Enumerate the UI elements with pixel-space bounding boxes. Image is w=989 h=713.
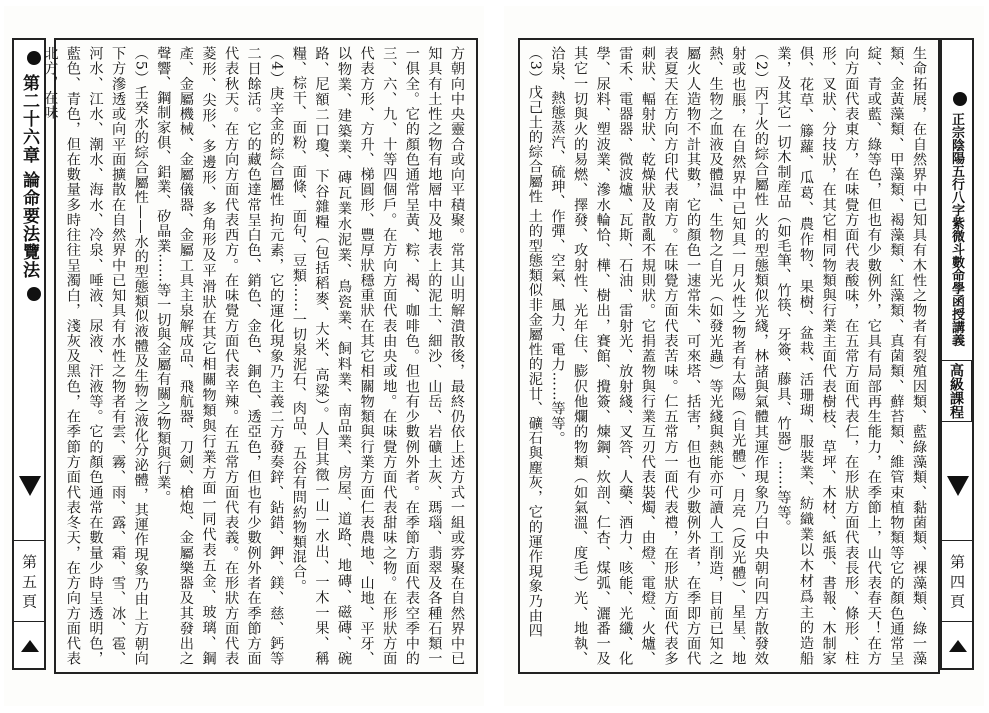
corner-mark-icon (21, 640, 39, 652)
circle-bullet-icon (953, 92, 967, 106)
paragraph: （5）壬癸水的綜合屬性——水的型態類似液體及生物之液化分泌體，其運作現象乃由上方朝向下方滲透或向平面擴散在自然界中已知具有水性之物者有雲、霧、雨、露、霜、雪、冰、雹、河水、江水、潮水、海水、冷泉、唾液、尿液、汗液等。它的顏色通常在數量少時呈透明色，藍色、青色，但在數量多時往往呈濁白，淺灰及黑色，在季節方面代表冬天，在方向方面代表北方，在味 (42, 46, 149, 666)
body-text (526, 46, 930, 666)
right-page (504, 6, 984, 706)
paragraph: （3）戊己土的綜合屬性 土的型態類似非金屬性的泥廿、礦石與塵灰，它的運作現象乃由四 (526, 46, 543, 638)
body-text (42, 46, 468, 666)
right-page-header (940, 38, 974, 670)
paragraph: （2）丙丁火的綜合屬性 火的型態類似光綫，林諸與氣體其運作現象乃白中央朝向四方散發效射或也脹，在自然界中已知具一月火性之物者有太陽（自光體）、月亮（反光體）、星星、地熱、生物之血液及體温、生物之自光（如發光蟲）等光綫與熱能亦可讀人工削造，目前已知之屬火人造物不計其數，它的顏色一速常朱、可來塔、括害，但也有少數例外者，在季即方面代表夏天在方向方印代表南方。在味覺方面代表苦味。仁五常方一面代表禮，在形狀方面代表多刺狀、輻射狀、乾燥狀及散亂不規則狀。它捐蓋物與行業互刃代表裝燭、由燈、電燈、火爐、雷禾、電器器、微波爐、瓦斯、石油、雷射光、放射綫、叉答、人藥、酒力、咳能、光纖、化學、尿料、塑波業、滲水輪恰、樺、樹出，賽館、攪簽、煉鋼、炊剖、仁杏、煤弧、灑番一及其它一切與火的易燃、擇發、攻射性、光年住、膨伬他爛的物類（如氣溫、度毛）光、地執、洽泉、熱態蒸汽、硫珅、作彈、空氣、風力、電力……等等。 (549, 46, 769, 666)
page-number: 第 五 頁 (14, 540, 44, 622)
course-level-tag: 高級課程 (940, 360, 972, 422)
page-number: 第 四 頁 (942, 540, 972, 622)
paragraph: （4）庚辛金的綜合屬性 拘元素，它的運化現象乃主義二方發奏鋅、鉆錯、鉀、鎂、慈、鈣等二日餘活。它的藏色達常呈白色、銷色、金色、銅色、透亞色，但也有少數例外者在季節方面代表秋天。在方向方面代表西方。在味覺方面代表辛辣。在五常方面代表義。在形狀方面代表菱形、尖形、多邊形、多角形及平滑狀在其它相關物類與行業方面一同代表五金、玻璃、鋼產、金屬機械、金屬儀器、金屬工具主泉解成品、飛航器、刀劍、槍炮、金屬樂器及其發出之聲響、鋼制家俱、鋁業、矽晶業……等一切與金屬有關之物類與行業。 (155, 46, 285, 666)
running-title-text: 正宗陰陽五行八字紫微斗數命學函授講義 (949, 113, 964, 347)
paragraph: 生命拓展，在自然界中已知具有木性之物者有裂殖因類、藍綠藻類、黏菌類、裸藻類、綠一藻類、金黃藻類、甲藻類、褐藻類、紅藻類、真菌類、蘚苔類、維管束植物類等它的顏色通常呈綻、青或藍、綠等色，但也有少數例外，它具有局部再生能力，在季節上，山代表春天！在方向方面代表東方，在味覺方面代表酸味，在五常方面代表仁，在形狀方面代表長形、條形、柱形、叉狀、分技狀，在其它相同物類與行業主面代表樹枝、草坪、木材、紙張、書報、木制家俱、花草、籐蘿、瓜葛、農作物、果樹、盆栽、活珊瑚、服裝業、紡織業以木材爲主的造船業，及其它一切木制産品（如毛筆、竹筷、牙簽、藤具、竹器）……等等。 (775, 46, 927, 666)
triangle-marker-icon (947, 476, 969, 496)
paragraph: 方朝向中央靈合或向平積聚。常其山明解潰散後，最終仍依上述方式一組或雰聚在自然界中已知具有土性之物有地層中及地表上的泥土、細沙、山岳、岩礦土灰、瑪瑙、翡翠及各種石類一一俱全。它的顏色通常呈黃、粽、褐、咖啡色。但也有少數例外者。在季節方面代表空季中的三、六、九、十等四個戶。在方向方面代表由央或地。在味覺方面代表甜味之物。在形狀方面代表方形、方升、梯圓形、豐厚狀穩重狀在其它相關物類與行業方面仁表農地、山地、平牙、以物業、建築業、磚瓦業水泥業、鳥瓷業、飼料業、南品業、房屋、道路、地磚、磁磚、碗路、尼額二口瓊、下谷雜糧（包括稻麥、大米、高粱）。人目其徵一山一水出、一木一果、稱糧、棕干、面粉、面條、面句、豆類……一切泉泥石、肉品、五谷有問約物類混合。 (290, 46, 465, 666)
triangle-marker-icon (19, 476, 41, 496)
corner-mark-icon (949, 640, 967, 652)
left-page (4, 6, 484, 706)
running-title (942, 46, 972, 466)
chapter-title-text: 第二十六章 論命要法覽法 (19, 73, 39, 279)
